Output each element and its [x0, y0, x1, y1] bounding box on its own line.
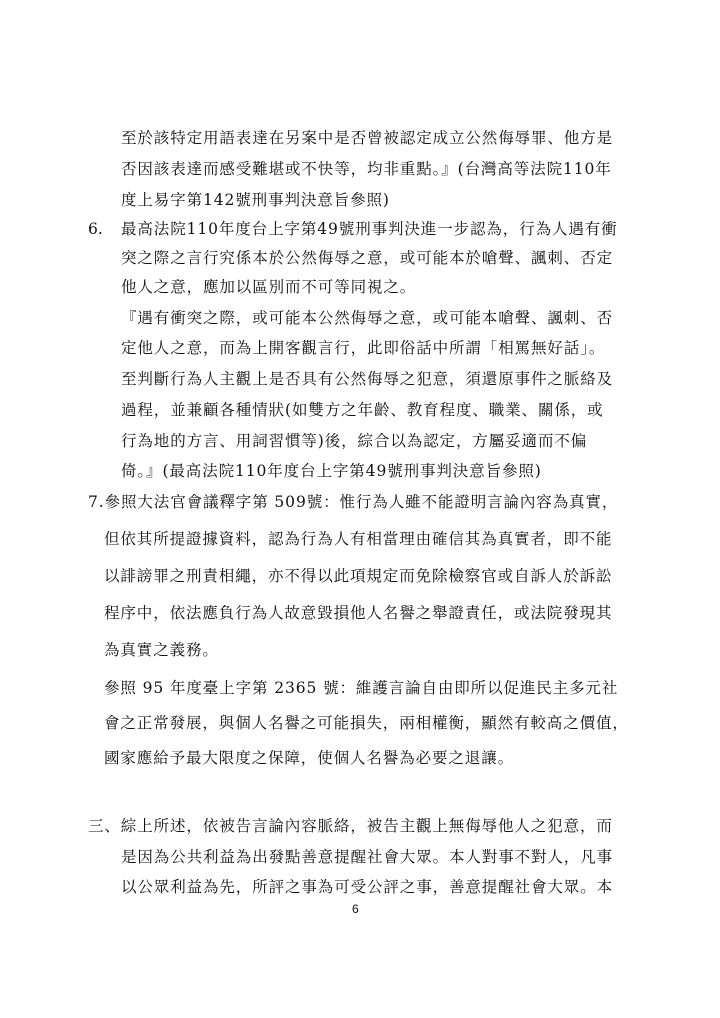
text-line: 7.參照大法官會議釋字第 509號：惟行為人雖不能證明言論內容為真實， [88, 493, 619, 511]
text-line: 行為地的方言、用詞習慣等)後，綜合以為認定，方屬妥適而不偏 [121, 432, 588, 450]
text-line: 是因為公共利益為出發點善意提醒社會大眾。本人對事不對人，凡事 [121, 848, 614, 866]
text-line: 以公眾利益為先，所評之事為可受公評之事，善意提醒社會大眾。本 [121, 878, 614, 896]
text-line: 三、綜上所述，依被告言論內容脈絡，被告主觀上無侮辱他人之犯意，而 [88, 817, 613, 835]
text-line: 為真實之義務。 [104, 641, 219, 659]
text-line: 定他人之意，而為上開客觀言行，此即俗話中所謂「相罵無好話」。 [121, 339, 606, 357]
text-line: 但依其所提證據資料，認為行為人有相當理由確信其為真實者，即不能 [104, 530, 613, 548]
text-line: 國家應給予最大限度之保障，使個人名譽為必要之退讓。 [104, 749, 515, 767]
list-item-number: 6. [88, 220, 103, 238]
text-line: 過程，並兼顧各種情狀(如雙方之年齡、教育程度、職業、關係，或 [121, 401, 604, 419]
text-line: 『遇有衝突之際，或可能本公然侮辱之意，或可能本嗆聲、諷刺、否 [121, 309, 614, 327]
text-line: 以誹謗罪之刑責相繩，亦不得以此項規定而免除檢察官或自訴人於訴訟 [104, 567, 613, 585]
text-line: 至於該特定用語表達在另案中是否曾被認定成立公然侮辱罪、他方是 [121, 129, 614, 147]
page-number: 6 [352, 902, 359, 916]
text-line: 度上易字第142號刑事判決意旨參照) [121, 191, 390, 209]
text-line: 參照 95 年度臺上字第 2365 號：維護言論自由即所以促進民主多元社 [104, 679, 619, 697]
text-line: 倚。』(最高法院110年度台上字第49號刑事判決意旨參照) [121, 462, 542, 480]
text-line: 最高法院110年度台上字第49號刑事判決進一步認為，行為人遇有衝 [121, 220, 618, 238]
text-line: 至判斷行為人主觀上是否具有公然侮辱之犯意，須還原事件之脈絡及 [121, 370, 614, 388]
text-line: 否因該表達而感受難堪或不快等，均非重點。』(台灣高等法院110年 [121, 160, 612, 178]
text-line: 他人之意，應加以區別而不可等同視之。 [121, 278, 417, 296]
text-line: 會之正常發展，與個人名譽之可能損失，兩相權衡，顯然有較高之價值， [104, 714, 629, 732]
text-line: 突之際之言行究係本於公然侮辱之意，或可能本於嗆聲、諷刺、否定 [121, 249, 614, 267]
text-line: 程序中，依法應負行為人故意毀損他人名譽之舉證責任，或法院發現其 [104, 604, 613, 622]
